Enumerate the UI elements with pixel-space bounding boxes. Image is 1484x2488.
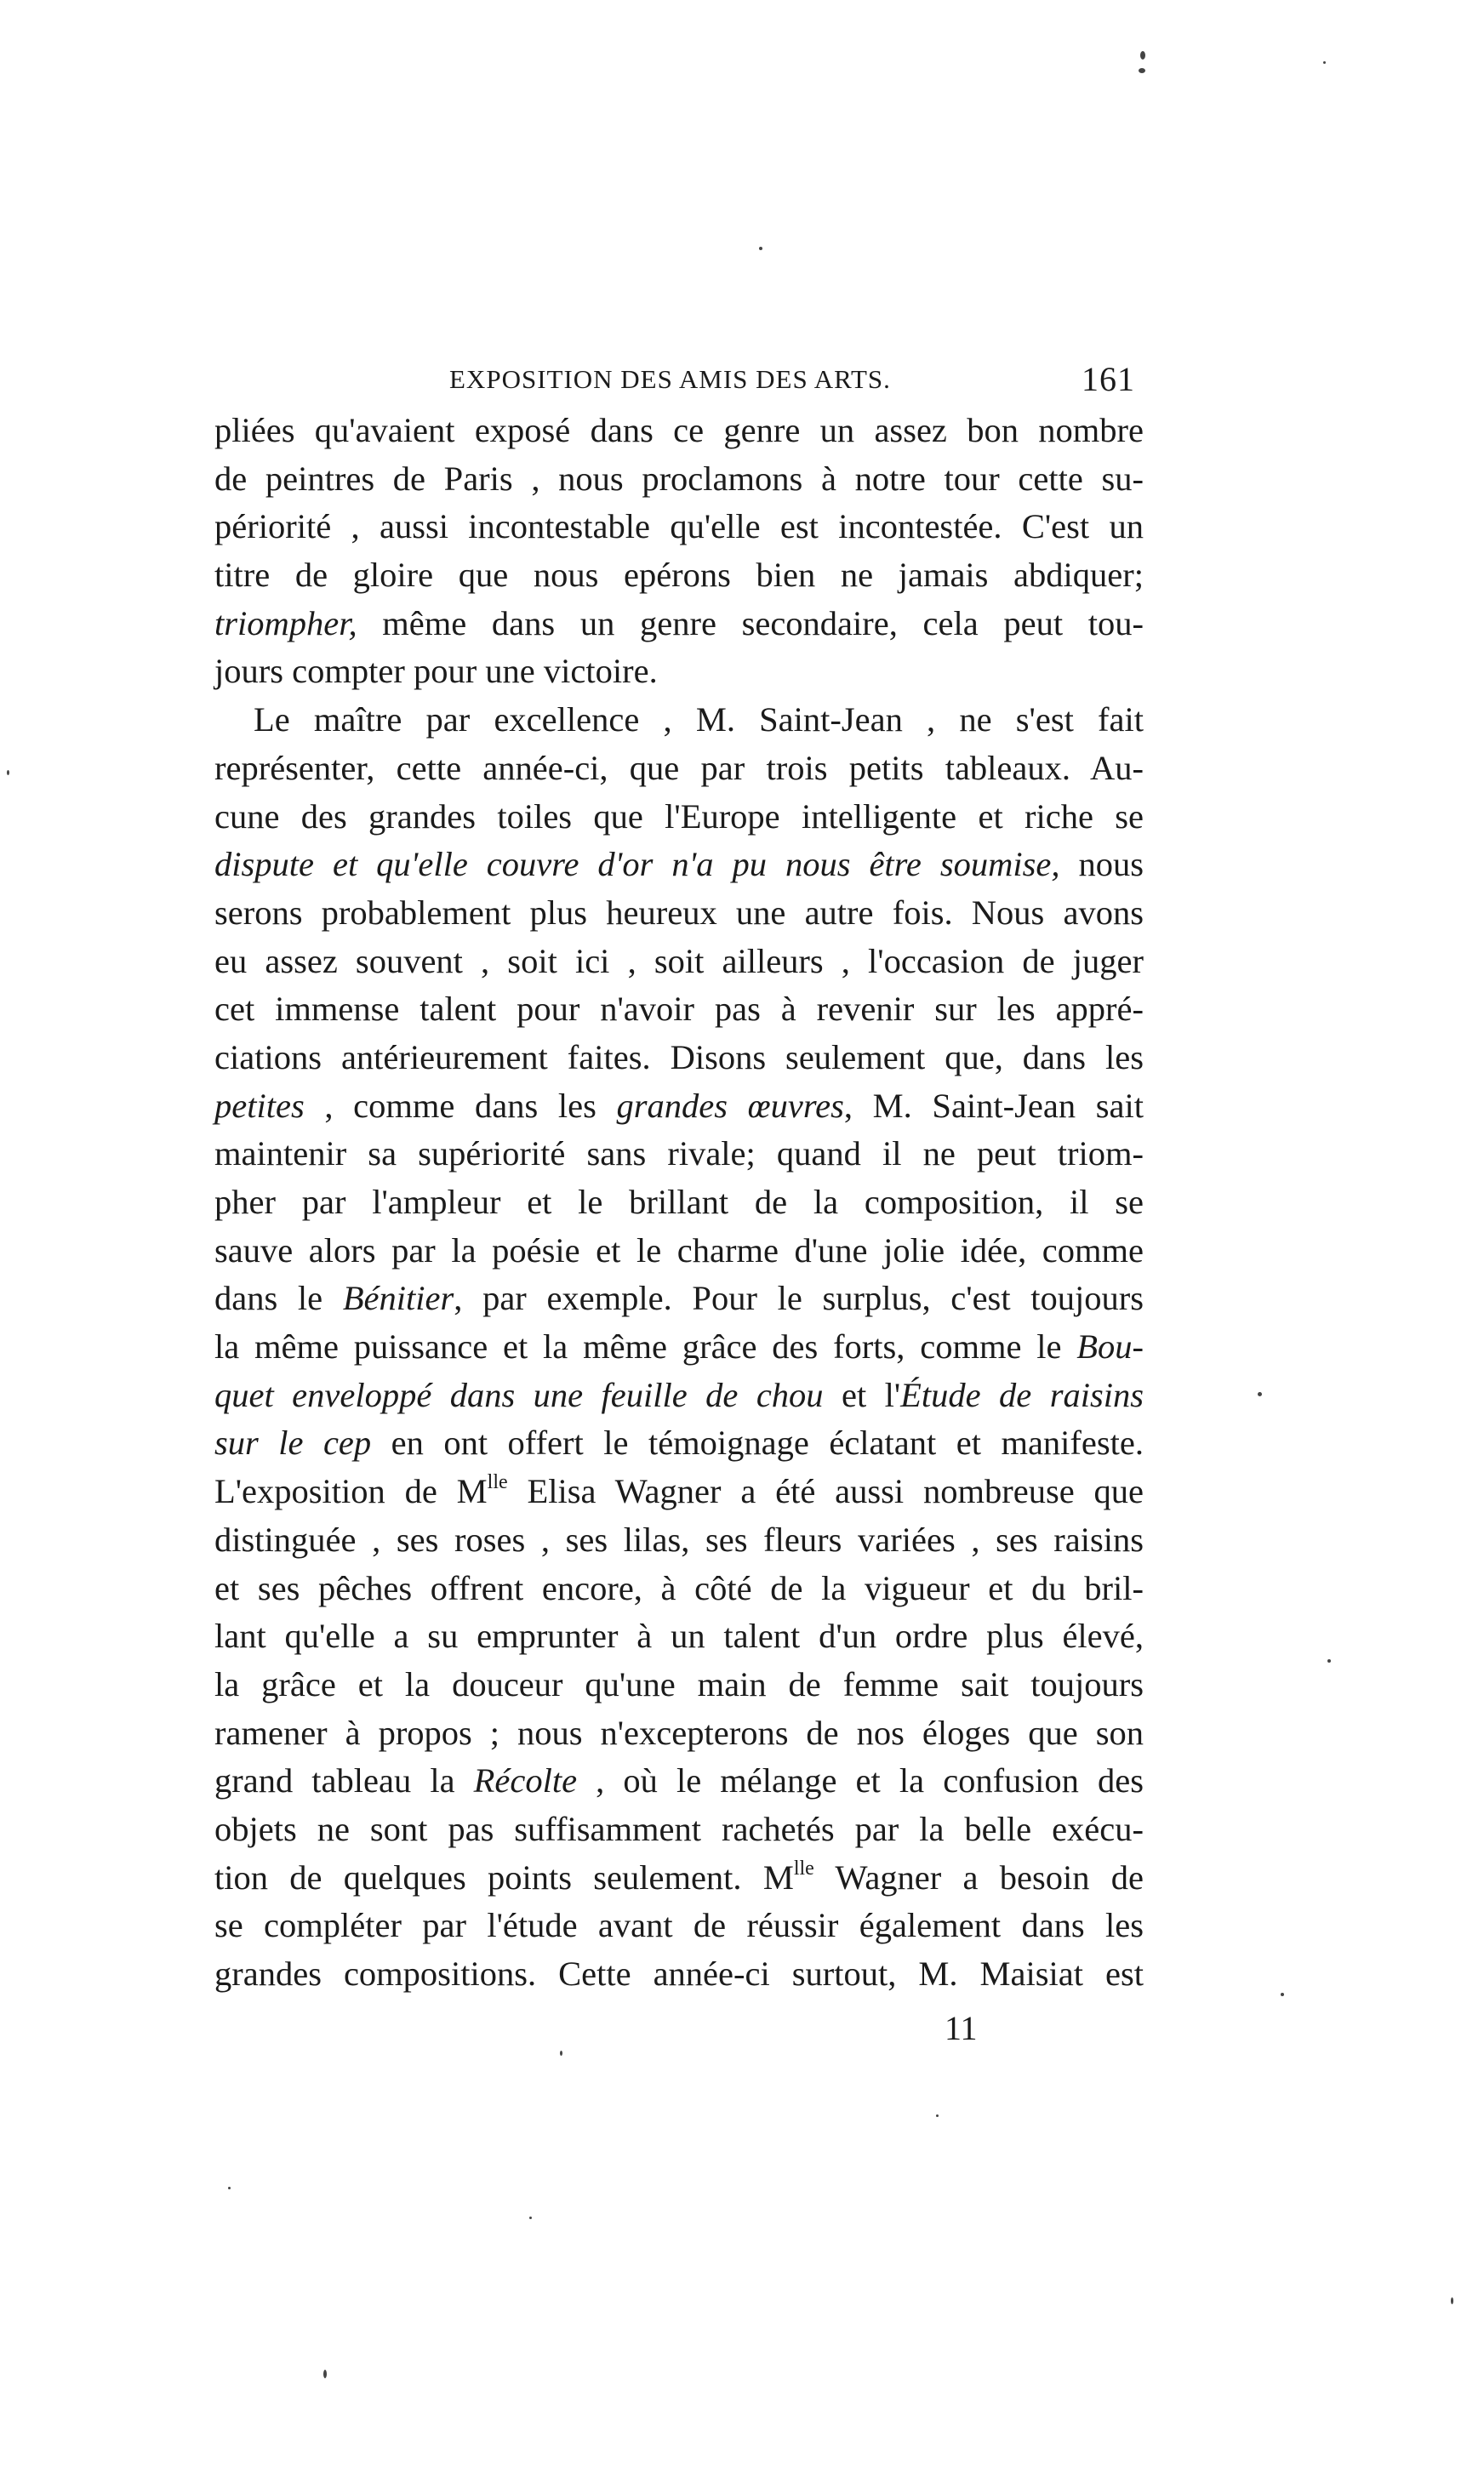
text-line: lant qu'elle a su emprunter à un talent d'un ordre plus élevé, (214, 1617, 1144, 1656)
text-run: la même puissance et la même grâce des forts, comme le (214, 1327, 1077, 1367)
italic-run: Bénitier (342, 1279, 454, 1318)
text-line (214, 1372, 1144, 1420)
running-head-title: EXPOSITION DES AMIS DES ARTS. (449, 364, 891, 394)
scan-speck (1139, 68, 1145, 73)
superscript: lle (487, 1471, 508, 1494)
scan-speck (1281, 1993, 1284, 1996)
text-line (214, 1275, 1144, 1323)
text-run: tion de quelques points seulement. M (214, 1857, 794, 1897)
italic-run: Étude de raisins (900, 1375, 1144, 1414)
text-line (214, 1082, 1144, 1131)
text-line: objets ne sont pas suffisamment rachetés par la belle exécu- (214, 1809, 1144, 1848)
scan-speck (1258, 1392, 1262, 1396)
text-line: pliées qu'avaient exposé dans ce genre un assez bon nombre (214, 411, 1144, 449)
scan-speck (529, 2217, 532, 2219)
italic-run: sur le cep (214, 1424, 372, 1463)
text-line: cet immense talent pour n'avoir pas à revenir sur les appré- (214, 990, 1144, 1029)
scan-speck (1451, 2297, 1453, 2304)
signature-mark: 11 (945, 2009, 978, 2047)
text-run: L'exposition de M (214, 1472, 488, 1511)
text-run: Elisa Wagner a été aussi nombreuse que (507, 1472, 1144, 1511)
text-run: , où le mélange et la confusion des (577, 1761, 1144, 1800)
text-line: jours compter pour une victoire. (214, 652, 658, 691)
text-line: périorité , aussi incontestable qu'elle est incontestée. C'est un (214, 507, 1144, 546)
text-line: serons probablement plus heureux une autre fois. Nous avons (214, 893, 1144, 932)
text-line: cune des grandes toiles que l'Europe intelligente et riche se (214, 796, 1144, 836)
text-line: et ses pêches offrent encore, à côté de la vigueur et du bril- (214, 1568, 1144, 1607)
text-run: dans le (214, 1279, 343, 1318)
superscript: lle (793, 1857, 814, 1880)
text-line (214, 1419, 1144, 1468)
italic-run: quet enveloppé dans une feuille de chou (214, 1375, 824, 1414)
scan-speck (759, 247, 762, 250)
text-line: distinguée , ses roses , ses lilas, ses fleurs variées , ses raisins (214, 1520, 1144, 1559)
scan-speck (228, 2187, 231, 2189)
scan-speck (936, 2114, 939, 2117)
text-line (214, 600, 1144, 648)
text-run: nous (1059, 845, 1144, 884)
text-run: , M. Saint-Jean sait (843, 1086, 1144, 1125)
text-line: grandes compositions. Cette année-ci surtout, M. Maisiat est (214, 1954, 1144, 1993)
text-line: pher par l'ampleur et le brillant de la composition, il se (214, 1183, 1144, 1221)
scan-speck (323, 2370, 327, 2378)
text-line: de peintres de Paris , nous proclamons à notre tour cette su- (214, 459, 1144, 498)
page-number: 161 (1082, 360, 1135, 398)
text-line: sauve alors par la poésie et le charme d'une jolie idée, comme (214, 1230, 1144, 1270)
text-line: ramener à propos ; nous n'excepterons de nos éloges que son (214, 1713, 1144, 1752)
italic-run: dispute et qu'elle couvre d'or n'a pu nous être soumise, (214, 845, 1060, 884)
text-run: en ont offert le témoignage éclatant et manifeste. (371, 1424, 1144, 1463)
body-text (214, 407, 1144, 1999)
italic-run: Récolte (473, 1761, 578, 1800)
text-line: maintenir sa supériorité sans rivale; quand il ne peut triom- (214, 1134, 1144, 1173)
text-line (214, 1323, 1144, 1372)
text-run: grand tableau la (214, 1761, 474, 1800)
italic-run: petites (214, 1086, 305, 1125)
scan-speck (1323, 61, 1326, 64)
text-run: et l' (823, 1375, 901, 1414)
scan-speck (1327, 1659, 1331, 1663)
text-line (214, 1468, 1144, 1516)
text-line: titre de gloire que nous epérons bien ne jamais abdiquer; (214, 556, 1144, 595)
running-head (214, 356, 1144, 398)
italic-run: triompher, (214, 603, 357, 642)
text-run: même dans un genre secondaire, cela peut tou- (357, 603, 1144, 642)
text-line: représenter, cette année-ci, que par trois petits tableaux. Au- (214, 748, 1144, 787)
text-run: , comme dans les (304, 1086, 617, 1125)
text-run: Wagner a besoin de (813, 1857, 1144, 1897)
text-line: eu assez souvent , soit ici , soit ailleurs , l'occasion de juger (214, 941, 1144, 980)
text-line (214, 841, 1144, 889)
text-line (214, 1757, 1144, 1806)
text-line: Le maître par excellence , M. Saint-Jean , ne s'est fait (254, 700, 1144, 739)
italic-run: Bou- (1076, 1327, 1144, 1367)
text-line: ciations antérieurement faites. Disons seulement que, dans les (214, 1037, 1144, 1076)
text-line: la grâce et la douceur qu'une main de femme sait toujours (214, 1664, 1144, 1703)
text-run: , par exemple. Pour le surplus, c'est toujours (454, 1279, 1144, 1318)
scan-speck (560, 2051, 562, 2056)
scan-speck (1140, 51, 1145, 60)
text-line: se compléter par l'étude avant de réussir également dans les (214, 1906, 1144, 1945)
text-line (214, 1854, 1144, 1903)
scan-speck (7, 770, 9, 775)
italic-run: grandes œuvres (616, 1086, 844, 1125)
